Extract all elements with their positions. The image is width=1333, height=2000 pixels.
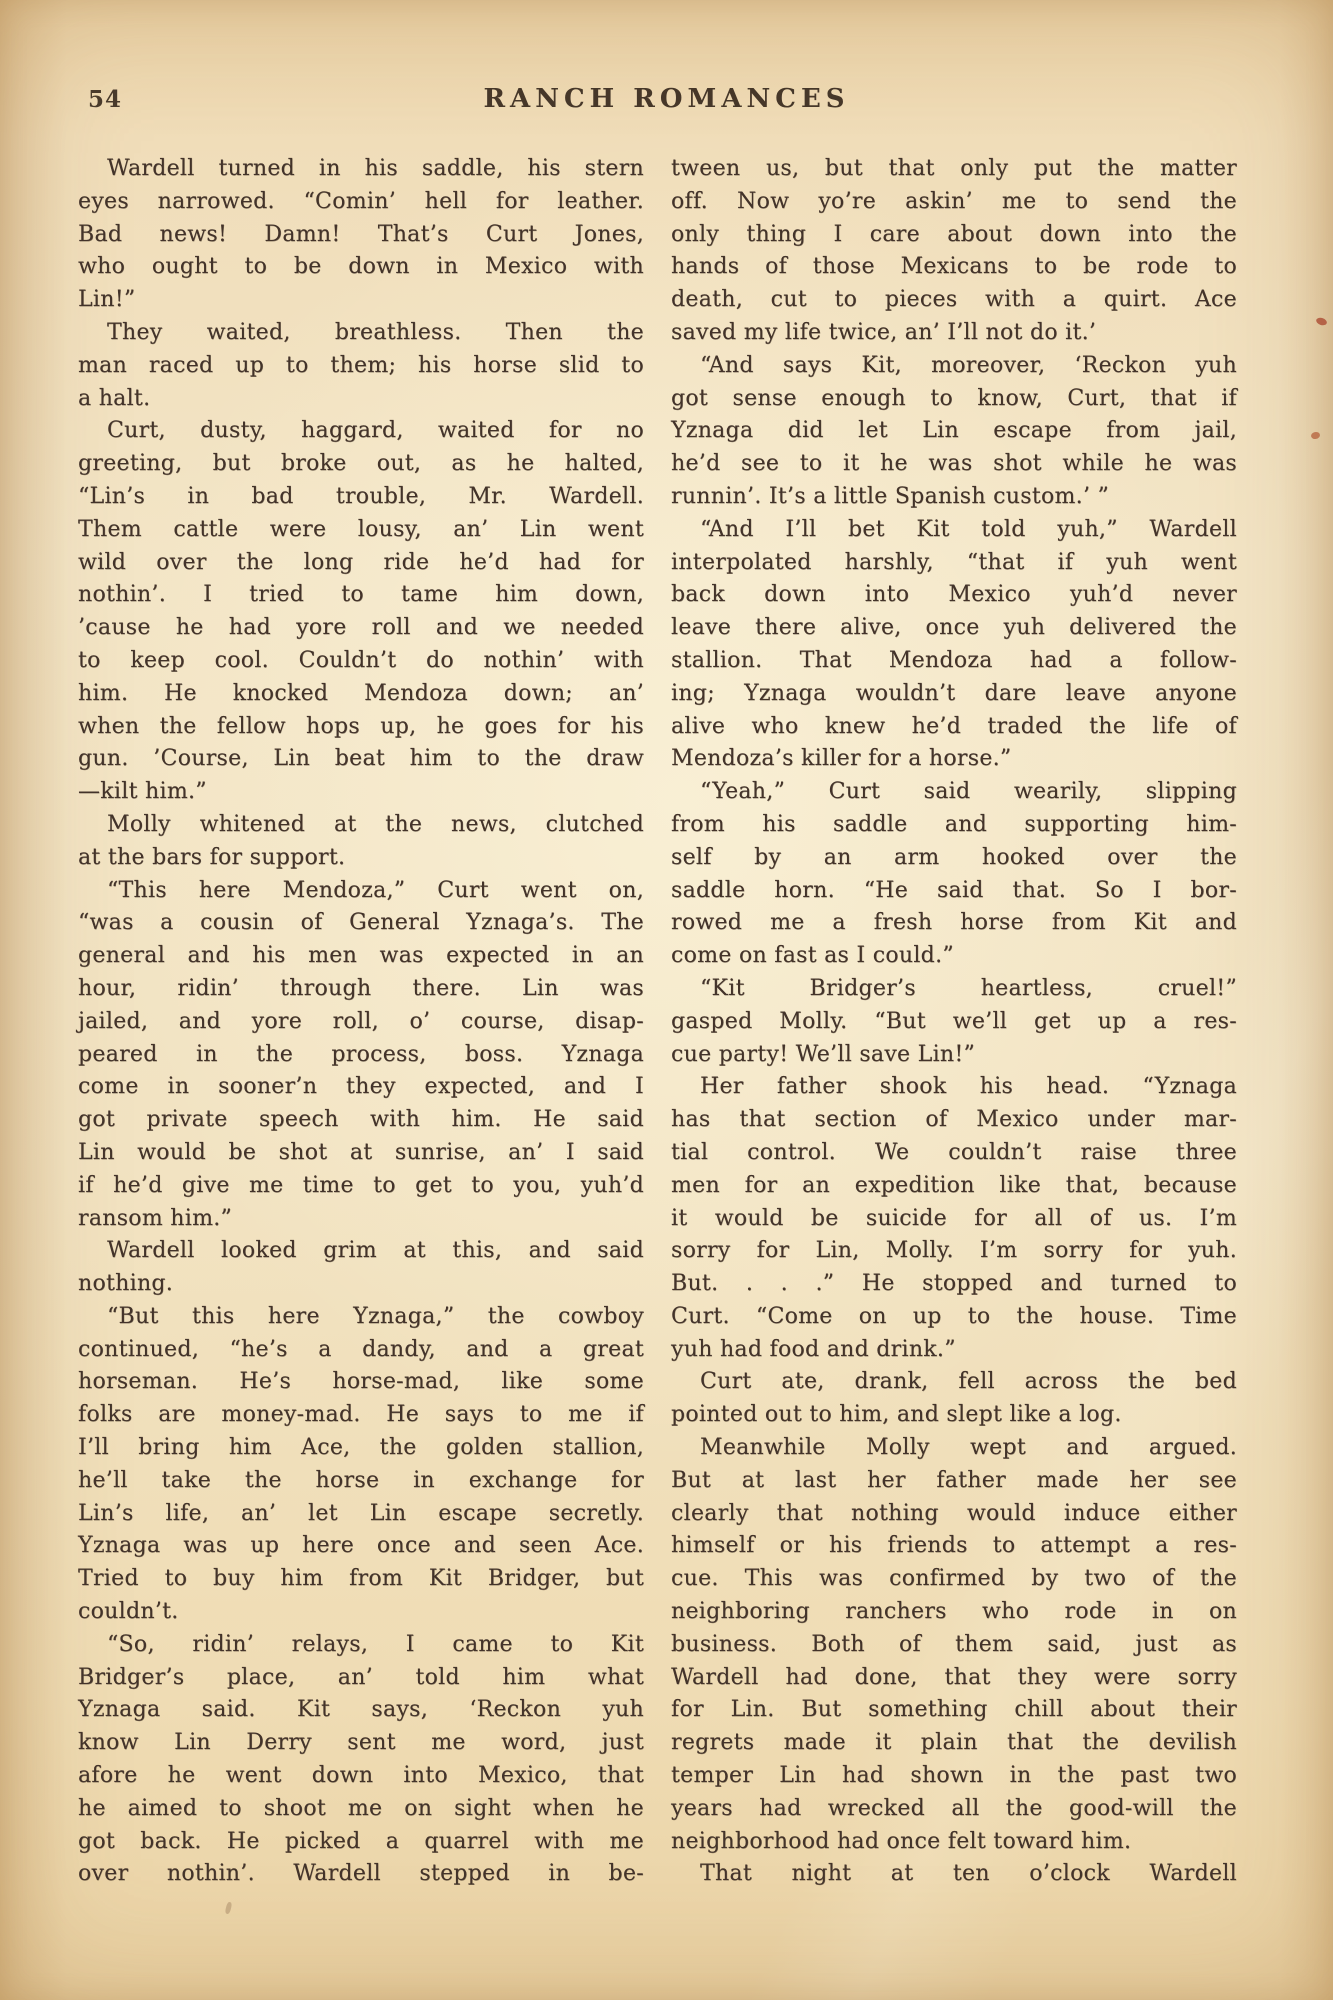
text-line: folks are money-mad. He says to me if bbox=[78, 1402, 644, 1428]
text-line: runnin’. It’s a little Spanish custom.’ ” bbox=[671, 483, 1110, 509]
text-line: self by an arm hooked over the bbox=[671, 844, 1237, 870]
text-line: neighborhood had once felt toward him. bbox=[671, 1828, 1132, 1854]
text-line: Lin!” bbox=[78, 287, 136, 313]
text-line: jailed, and yore roll, o’ course, disap- bbox=[78, 1008, 644, 1034]
text-line: yuh had food and drink.” bbox=[671, 1336, 956, 1362]
text-line: hands of those Mexicans to be rode to bbox=[671, 254, 1237, 280]
text-line: eyes narrowed. “Comin’ hell for leather. bbox=[78, 188, 644, 214]
text-line: But. . . .” He stopped and turned to bbox=[671, 1271, 1237, 1297]
text-line: death, cut to pieces with a quirt. Ace bbox=[671, 287, 1237, 313]
text-line: cue party! We’ll save Lin!” bbox=[671, 1041, 976, 1067]
text-line: gun. ’Course, Lin beat him to the draw bbox=[78, 746, 644, 772]
text-line: ing; Yznaga wouldn’t dare leave anyone bbox=[671, 680, 1237, 706]
running-title: RANCH ROMANCES bbox=[483, 84, 850, 114]
text-line: continued, “he’s a dandy, and a great bbox=[78, 1336, 644, 1362]
text-line: “But this here Yznaga,” the cowboy bbox=[107, 1303, 644, 1329]
text-line: a halt. bbox=[78, 385, 151, 411]
text-line: Wardell looked grim at this, and said bbox=[107, 1238, 644, 1264]
text-line: —kilt him.” bbox=[78, 779, 207, 805]
text-line: Mendoza’s killer for a horse.” bbox=[671, 746, 1012, 772]
text-line: “was a cousin of General Yznaga’s. The bbox=[78, 910, 644, 936]
text-line: couldn’t. bbox=[78, 1599, 179, 1625]
text-line: “Kit Bridger’s heartless, cruel!” bbox=[700, 975, 1237, 1001]
text-line: Tried to buy him from Kit Bridger, but bbox=[78, 1566, 644, 1592]
text-line: man raced up to them; his horse slid to bbox=[78, 352, 644, 378]
text-line: alive who knew he’d traded the life of bbox=[671, 713, 1237, 739]
text-line: That night at ten o’clock Wardell bbox=[700, 1861, 1237, 1887]
text-line: hour, ridin’ through there. Lin was bbox=[78, 975, 644, 1001]
left-column bbox=[78, 153, 644, 1891]
text-line: Bridger’s place, an’ told him what bbox=[78, 1664, 644, 1690]
text-line: “Lin’s in bad trouble, Mr. Wardell. bbox=[78, 483, 644, 509]
text-line: horseman. He’s horse-mad, like some bbox=[78, 1369, 644, 1395]
text-line: has that section of Mexico under mar- bbox=[671, 1107, 1237, 1133]
text-line: “This here Mendoza,” Curt went on, bbox=[107, 877, 644, 903]
text-line: he aimed to shoot me on sight when he bbox=[78, 1795, 644, 1821]
text-line: it would be suicide for all of us. I’m bbox=[671, 1205, 1237, 1231]
text-line: got private speech with him. He said bbox=[78, 1107, 644, 1133]
text-line: wild over the long ride he’d had for bbox=[78, 549, 644, 575]
text-line: Curt. “Come on up to the house. Time bbox=[671, 1303, 1237, 1329]
text-line: pointed out to him, and slept like a log. bbox=[671, 1402, 1122, 1428]
text-line: over nothin’. Wardell stepped in be- bbox=[78, 1861, 644, 1887]
text-line: from his saddle and supporting him- bbox=[671, 811, 1237, 837]
text-line: sorry for Lin, Molly. I’m sorry for yuh. bbox=[671, 1238, 1237, 1264]
text-line: Wardell turned in his saddle, his stern bbox=[107, 156, 644, 181]
text-line: nothin’. I tried to tame him down, bbox=[78, 582, 644, 608]
text-line: general and his men was expected in an bbox=[78, 943, 644, 969]
text-line: Lin’s life, an’ let Lin escape secretly. bbox=[78, 1500, 644, 1526]
text-line: Curt, dusty, haggard, waited for no bbox=[107, 418, 644, 444]
text-line: Molly whitened at the news, clutched bbox=[107, 811, 644, 837]
text-line: Curt ate, drank, fell across the bed bbox=[700, 1369, 1237, 1395]
text-line: if he’d give me time to get to you, yuh’d bbox=[78, 1172, 644, 1198]
text-line: to keep cool. Couldn’t do nothin’ with bbox=[78, 647, 644, 673]
text-line: come in sooner’n they expected, and I bbox=[78, 1074, 644, 1100]
text-line: cue. This was confirmed by two of the bbox=[671, 1566, 1237, 1592]
text-line: “So, ridin’ relays, I came to Kit bbox=[107, 1631, 644, 1657]
text-line: Wardell had done, that they were sorry bbox=[671, 1664, 1237, 1690]
text-line: gasped Molly. “But we’ll get up a res- bbox=[671, 1008, 1237, 1034]
text-line: business. Both of them said, just as bbox=[671, 1631, 1237, 1657]
text-line: for Lin. But something chill about their bbox=[671, 1697, 1237, 1723]
text-line: who ought to be down in Mexico with bbox=[78, 254, 644, 280]
text-line: Them cattle were lousy, an’ Lin went bbox=[78, 516, 644, 542]
text-line: got back. He picked a quarrel with me bbox=[78, 1828, 644, 1854]
page-number: 54 bbox=[88, 86, 123, 113]
text-line: greeting, but broke out, as he halted, bbox=[78, 451, 644, 477]
text-line: Meanwhile Molly wept and argued. bbox=[700, 1435, 1237, 1461]
paper-speck bbox=[225, 1902, 233, 1915]
text-line: at the bars for support. bbox=[78, 844, 346, 870]
text-line: know Lin Derry sent me word, just bbox=[78, 1730, 644, 1756]
text-line: ’cause he had yore roll and we needed bbox=[78, 615, 644, 641]
text-line: saved my life twice, an’ I’ll not do it.’ bbox=[671, 319, 1097, 345]
text-line: got sense enough to know, Curt, that if bbox=[671, 385, 1237, 411]
text-line: back down into Mexico yuh’d never bbox=[671, 582, 1237, 608]
text-line: him. He knocked Mendoza down; an’ bbox=[78, 680, 644, 706]
paper-speck bbox=[1310, 431, 1320, 440]
text-line: ransom him.” bbox=[78, 1205, 233, 1231]
right-column bbox=[671, 153, 1237, 1891]
text-line: years had wrecked all the good-will the bbox=[671, 1795, 1237, 1821]
text-line: But at last her father made her see bbox=[671, 1467, 1237, 1493]
text-line: I’ll bring him Ace, the golden stallion, bbox=[78, 1435, 644, 1461]
text-line: only thing I care about down into the bbox=[671, 221, 1237, 247]
text-line: rowed me a fresh horse from Kit and bbox=[671, 910, 1237, 936]
text-line: Bad news! Damn! That’s Curt Jones, bbox=[78, 221, 644, 247]
text-line: They waited, breathless. Then the bbox=[107, 319, 644, 345]
text-line: temper Lin had shown in the past two bbox=[671, 1763, 1237, 1789]
text-line: regrets made it plain that the devilish bbox=[671, 1730, 1237, 1756]
text-line: tial control. We couldn’t raise three bbox=[671, 1139, 1237, 1165]
text-line: himself or his friends to attempt a res- bbox=[671, 1533, 1237, 1559]
text-line: stallion. That Mendoza had a follow- bbox=[671, 647, 1237, 673]
text-line: clearly that nothing would induce either bbox=[671, 1500, 1237, 1526]
text-line: Yznaga said. Kit says, ‘Reckon yuh bbox=[78, 1697, 644, 1723]
text-line: he’ll take the horse in exchange for bbox=[78, 1467, 644, 1493]
text-line: “And says Kit, moreover, ‘Reckon yuh bbox=[700, 352, 1237, 378]
text-line: interpolated harshly, “that if yuh went bbox=[671, 549, 1237, 575]
text-line: neighboring ranchers who rode in on bbox=[671, 1599, 1237, 1625]
text-line: “Yeah,” Curt said wearily, slipping bbox=[700, 779, 1237, 805]
text-line: he’d see to it he was shot while he was bbox=[671, 451, 1237, 477]
paper-speck bbox=[1315, 316, 1328, 326]
text-line: peared in the process, boss. Yznaga bbox=[78, 1041, 644, 1067]
text-line: Lin would be shot at sunrise, an’ I said bbox=[78, 1139, 644, 1165]
text-line: “And I’ll bet Kit told yuh,” Wardell bbox=[700, 516, 1237, 542]
text-line: Her father shook his head. “Yznaga bbox=[700, 1074, 1237, 1100]
text-line: nothing. bbox=[78, 1271, 174, 1297]
text-line: Yznaga did let Lin escape from jail, bbox=[671, 418, 1237, 444]
text-line: men for an expedition like that, because bbox=[671, 1172, 1237, 1198]
text-line: Yznaga was up here once and seen Ace. bbox=[78, 1533, 644, 1559]
text-line: afore he went down into Mexico, that bbox=[78, 1763, 644, 1789]
text-line: off. Now yo’re askin’ me to send the bbox=[671, 188, 1237, 214]
text-line: tween us, but that only put the matter bbox=[671, 156, 1237, 181]
text-line: leave there alive, once yuh delivered the bbox=[671, 615, 1237, 641]
text-line: saddle horn. “He said that. So I bor- bbox=[671, 877, 1237, 903]
text-line: come on fast as I could.” bbox=[671, 943, 954, 969]
text-line: when the fellow hops up, he goes for his bbox=[78, 713, 644, 739]
